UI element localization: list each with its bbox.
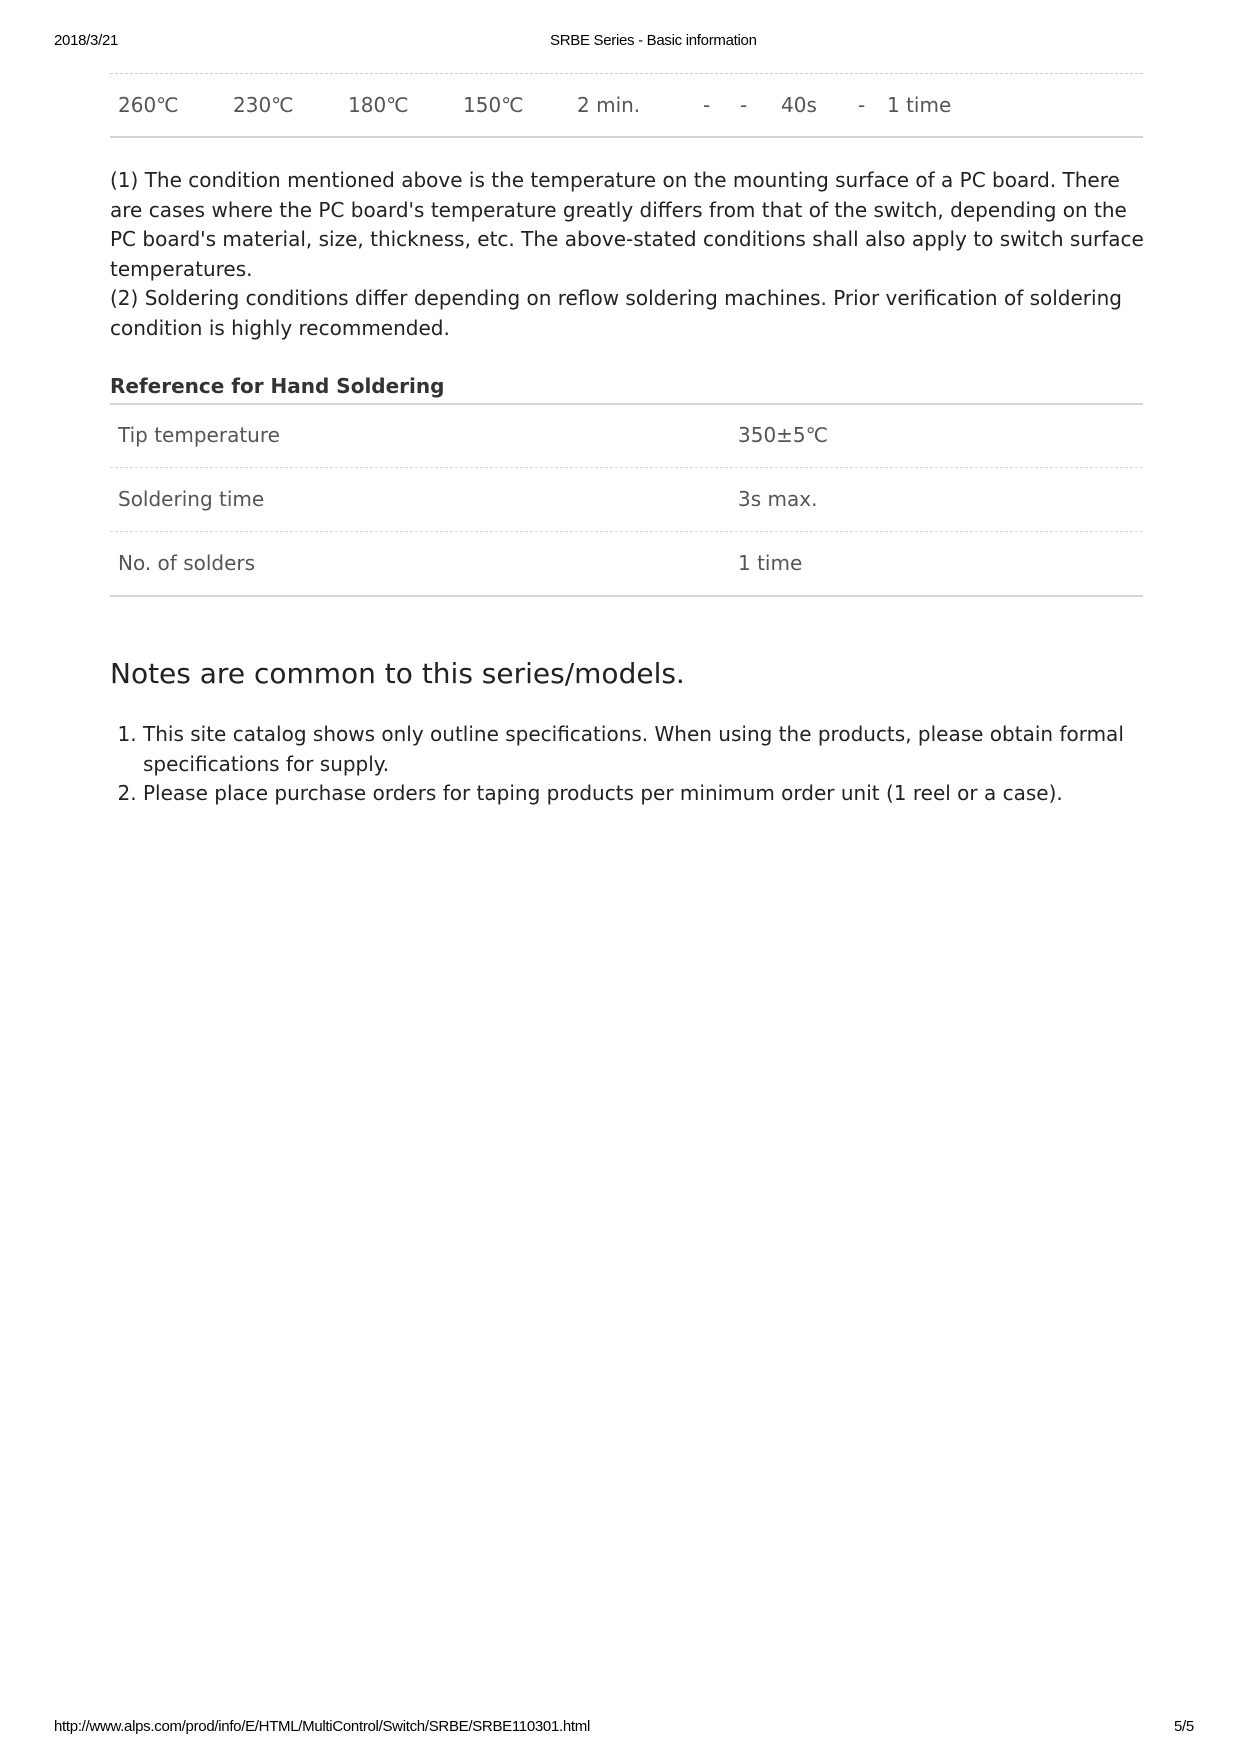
table-cell: - (703, 93, 711, 117)
page-number: 5/5 (1174, 1718, 1194, 1735)
table-cell: 180℃ (348, 93, 409, 117)
table-cell: 2 min. (577, 93, 641, 117)
table-cell: 1 time (887, 93, 952, 117)
row-label: Tip temperature (118, 423, 280, 447)
section-heading: Notes are common to this series/models. (110, 657, 685, 690)
divider (110, 403, 1143, 405)
divider (110, 595, 1143, 597)
row-label: Soldering time (118, 487, 265, 511)
divider (110, 531, 1143, 532)
note-paragraph: (1) The condition mentioned above is the temperature on the mounting surface of a PC board. There are cases where the PC board's temperature greatly differs from that of the switch, depending on the PC board's material, size, thickness, etc. The above-stated conditions shall also apply to switch surface temperatures. (110, 168, 1144, 281)
row-value: 350±5℃ (738, 423, 829, 447)
page-url: http://www.alps.com/prod/info/E/HTML/MultiControl/Switch/SRBE/SRBE110301.html (54, 1718, 591, 1735)
divider (110, 73, 1143, 74)
table-cell: 150℃ (463, 93, 524, 117)
reflow-notes (110, 166, 1150, 343)
row-label: No. of solders (118, 551, 256, 575)
row-value: 1 time (738, 551, 803, 575)
table-cell: - (740, 93, 748, 117)
table-cell: 260℃ (118, 93, 179, 117)
list-item: 1. This site catalog shows only outline specifications. When using the products, please obtain formal specifications for supply. (143, 720, 1163, 779)
divider (110, 136, 1143, 138)
section-heading: Reference for Hand Soldering (110, 374, 445, 398)
table-cell: - (858, 93, 866, 117)
print-date: 2018/3/21 (54, 32, 119, 49)
page-title: SRBE Series - Basic information (550, 32, 757, 49)
row-value: 3s max. (738, 487, 818, 511)
table-cell: 230℃ (233, 93, 294, 117)
list-item: 2. Please place purchase orders for taping products per minimum order unit (1 reel or a case). (143, 779, 1163, 809)
table-cell: 40s (781, 93, 817, 117)
notes-list (110, 720, 1163, 809)
divider (110, 467, 1143, 468)
note-paragraph: (2) Soldering conditions differ depending on reflow soldering machines. Prior verification of soldering condition is highly recommended. (110, 286, 1122, 340)
